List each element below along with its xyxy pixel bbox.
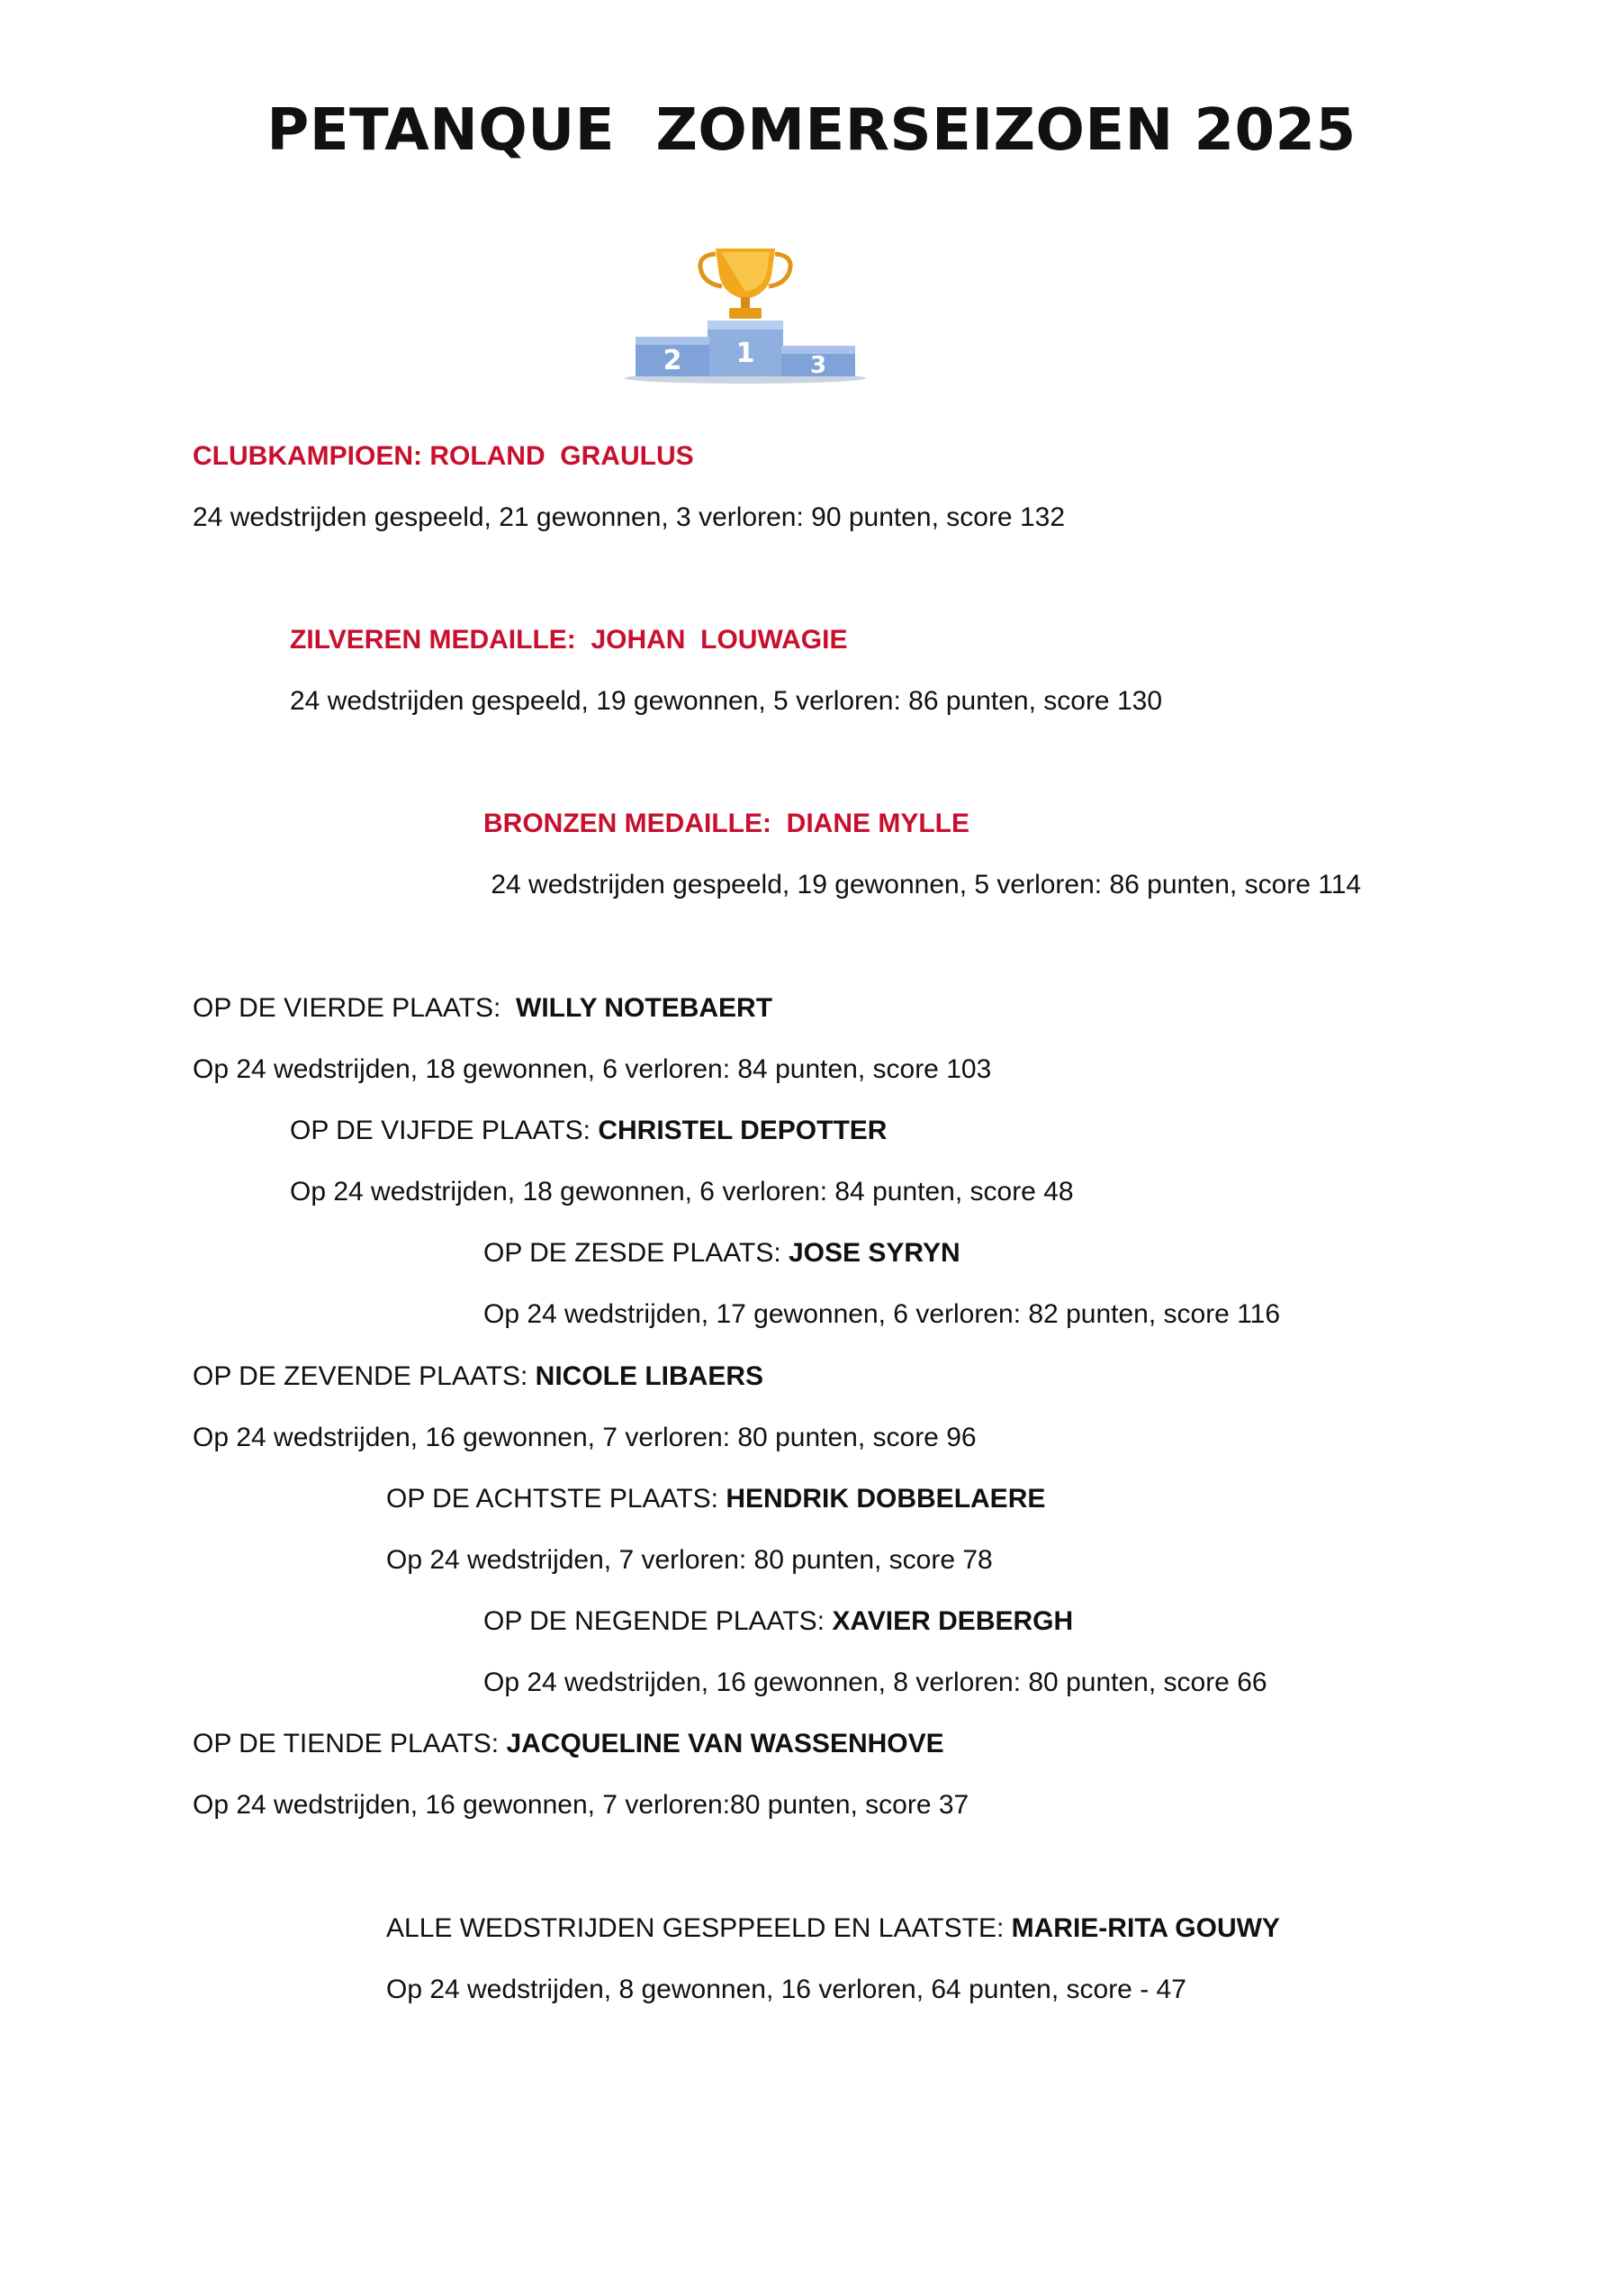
place-label: OP DE TIENDE PLAATS: bbox=[193, 1729, 507, 1758]
place-label: ALLE WEDSTRIJDEN GESPPEELD EN LAATSTE: bbox=[386, 1913, 1012, 1943]
silver-stats: 24 wedstrijden gespeeld, 19 gewonnen, 5 verloren: 86 punten, score 130 bbox=[290, 686, 1163, 716]
gold-heading: CLUBKAMPIOEN: ROLAND GRAULUS bbox=[193, 441, 694, 471]
podium-step-2: 2 bbox=[663, 345, 682, 376]
place-7-heading bbox=[193, 1360, 763, 1393]
place-label: OP DE ZEVENDE PLAATS: bbox=[193, 1361, 536, 1391]
place-9-stats: Op 24 wedstrijden, 16 gewonnen, 8 verloren: 80 punten, score 66 bbox=[483, 1668, 1267, 1697]
place-4-heading bbox=[193, 992, 772, 1025]
trophy-podium-icon bbox=[623, 236, 868, 387]
place-5-stats: Op 24 wedstrijden, 18 gewonnen, 6 verloren: 84 punten, score 48 bbox=[290, 1177, 1074, 1207]
place-7-stats: Op 24 wedstrijden, 16 gewonnen, 7 verloren: 80 punten, score 96 bbox=[193, 1423, 977, 1452]
player-name: JACQUELINE VAN WASSENHOVE bbox=[506, 1729, 944, 1758]
player-name: WILLY NOTEBAERT bbox=[516, 993, 773, 1023]
bronze-heading: BRONZEN MEDAILLE: DIANE MYLLE bbox=[483, 809, 969, 838]
player-name: NICOLE LIBAERS bbox=[535, 1361, 764, 1391]
player-name: CHRISTEL DEPOTTER bbox=[598, 1116, 888, 1145]
place-label: OP DE ACHTSTE PLAATS: bbox=[386, 1484, 726, 1514]
place-8-heading bbox=[386, 1483, 1045, 1515]
place-10-stats: Op 24 wedstrijden, 16 gewonnen, 7 verloren:80 punten, score 37 bbox=[193, 1790, 969, 1820]
podium-step-3: 3 bbox=[809, 352, 827, 379]
page-title: PETANQUE ZOMERSEIZOEN 2025 bbox=[266, 97, 1357, 164]
place-8-stats: Op 24 wedstrijden, 7 verloren: 80 punten, score 78 bbox=[386, 1545, 993, 1575]
place-label: OP DE NEGENDE PLAATS: bbox=[483, 1606, 833, 1636]
bronze-stats: 24 wedstrijden gespeeld, 19 gewonnen, 5 verloren: 86 punten, score 114 bbox=[483, 870, 1362, 899]
place-9-heading bbox=[483, 1605, 1073, 1638]
place-label: OP DE VIERDE PLAATS: bbox=[193, 993, 517, 1023]
player-name: MARIE-RITA GOUWY bbox=[1011, 1913, 1280, 1943]
last-place-stats: Op 24 wedstrijden, 8 gewonnen, 16 verloren, 64 punten, score - 47 bbox=[386, 1975, 1186, 2004]
podium-step-1: 1 bbox=[735, 338, 755, 369]
player-name: HENDRIK DOBBELAERE bbox=[726, 1484, 1046, 1514]
place-6-stats: Op 24 wedstrijden, 17 gewonnen, 6 verloren: 82 punten, score 116 bbox=[483, 1299, 1281, 1329]
place-10-heading bbox=[193, 1728, 944, 1760]
place-label: OP DE VIJFDE PLAATS: bbox=[290, 1116, 599, 1145]
player-name: JOSE SYRYN bbox=[789, 1238, 960, 1268]
place-4-stats: Op 24 wedstrijden, 18 gewonnen, 6 verloren: 84 punten, score 103 bbox=[193, 1054, 992, 1084]
player-name: XAVIER DEBERGH bbox=[832, 1606, 1074, 1636]
place-5-heading bbox=[290, 1115, 887, 1147]
place-6-heading bbox=[483, 1237, 960, 1270]
silver-heading: ZILVEREN MEDAILLE: JOHAN LOUWAGIE bbox=[290, 625, 848, 655]
gold-stats: 24 wedstrijden gespeeld, 21 gewonnen, 3 verloren: 90 punten, score 132 bbox=[193, 502, 1066, 532]
place-label: OP DE ZESDE PLAATS: bbox=[483, 1238, 789, 1268]
last-place-heading bbox=[386, 1912, 1280, 1945]
